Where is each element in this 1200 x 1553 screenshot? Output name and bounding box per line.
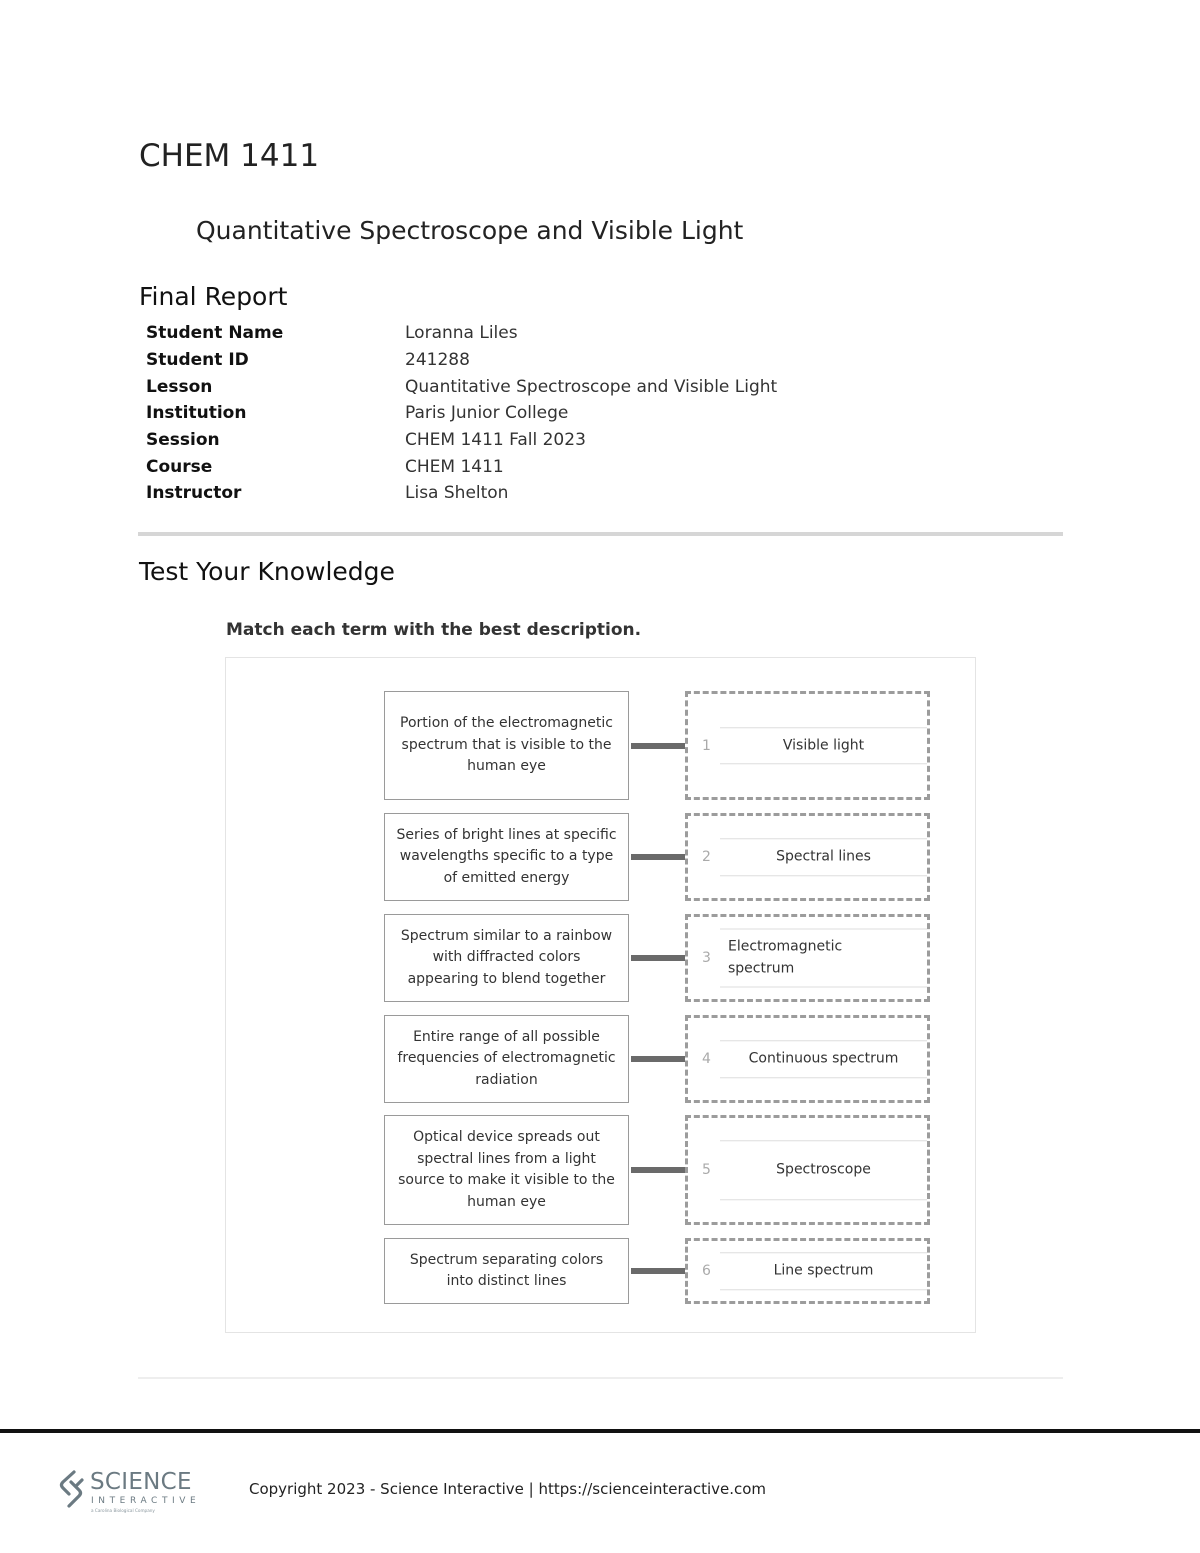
test-knowledge-heading: Test Your Knowledge — [139, 557, 395, 586]
info-value: Paris Junior College — [405, 403, 569, 424]
info-label: Institution — [146, 403, 247, 424]
slot-number: 4 — [702, 1051, 711, 1067]
connector-line — [631, 854, 685, 860]
info-value: Lisa Shelton — [405, 483, 509, 504]
answer-slot[interactable] — [685, 1115, 930, 1225]
logo-main-text: SCIENCE — [90, 1469, 192, 1495]
answer-slot[interactable] — [685, 1015, 930, 1103]
final-report-heading: Final Report — [139, 282, 288, 311]
term-card[interactable]: Continuous spectrum — [720, 1040, 927, 1078]
copyright-text: Copyright 2023 - Science Interactive | https://scienceinteractive.com — [249, 1480, 767, 1498]
info-label: Instructor — [146, 483, 242, 504]
slot-number: 5 — [702, 1162, 711, 1178]
slot-number: 3 — [702, 950, 711, 966]
info-label: Session — [146, 430, 220, 451]
info-row-institution — [146, 400, 777, 427]
section-divider — [138, 532, 1063, 536]
match-pair — [384, 1238, 930, 1304]
logo-tagline-text: a Carolina Biological Company — [91, 1508, 155, 1513]
footer-bar — [0, 1429, 1200, 1433]
slot-number: 1 — [702, 737, 711, 754]
description-card[interactable]: Portion of the electromagnetic spectrum that is visible to the human eye — [384, 691, 629, 800]
description-card[interactable]: Entire range of all possible frequencies of electromagnetic radiation — [384, 1015, 629, 1103]
answer-slot[interactable] — [685, 1238, 930, 1304]
connector-line — [631, 743, 685, 749]
match-instruction: Match each term with the best description. — [226, 620, 642, 640]
lesson-title: Quantitative Spectroscope and Visible Light — [196, 216, 744, 245]
match-pair — [384, 813, 930, 901]
match-pair — [384, 1015, 930, 1103]
term-card[interactable]: Spectral lines — [720, 838, 927, 876]
match-pair — [384, 691, 930, 800]
answer-slot[interactable] — [685, 813, 930, 901]
term-card[interactable]: Line spectrum — [720, 1252, 927, 1290]
info-label: Student ID — [146, 350, 249, 371]
info-row-course — [146, 453, 777, 480]
match-pair — [384, 1115, 930, 1225]
logo-sub-text: INTERACTIVE — [91, 1496, 201, 1506]
connector-line — [631, 1268, 685, 1274]
connector-line — [631, 955, 685, 961]
match-pair — [384, 914, 930, 1002]
connector-line — [631, 1167, 685, 1173]
info-value: CHEM 1411 — [405, 456, 504, 477]
info-row-student-id — [146, 347, 777, 374]
term-card[interactable]: Spectroscope — [720, 1140, 927, 1200]
info-value: Quantitative Spectroscope and Visible Light — [405, 376, 778, 397]
description-card[interactable]: Optical device spreads out spectral lines from a light source to make it visible to the human eye — [384, 1115, 629, 1225]
course-code: CHEM 1411 — [139, 138, 320, 174]
info-value: CHEM 1411 Fall 2023 — [405, 430, 586, 451]
logo-mark-icon — [62, 1472, 83, 1506]
term-card[interactable]: Electromagnetic spectrum — [720, 929, 927, 988]
description-card[interactable]: Spectrum similar to a rainbow with diffracted colors appearing to blend together — [384, 914, 629, 1002]
info-row-instructor — [146, 480, 777, 507]
term-card[interactable]: Visible light — [720, 727, 927, 765]
info-row-session — [146, 427, 777, 454]
content-end-divider — [138, 1377, 1063, 1379]
answer-slot[interactable] — [685, 914, 930, 1002]
info-label: Course — [146, 456, 213, 477]
info-row-student-name — [146, 320, 777, 347]
connector-line — [631, 1056, 685, 1062]
answer-slot[interactable] — [685, 691, 930, 800]
science-interactive-logo — [58, 1468, 218, 1516]
info-value: 241288 — [405, 350, 470, 371]
description-card[interactable]: Series of bright lines at specific wavelengths specific to a type of emitted energy — [384, 813, 629, 901]
slot-number: 6 — [702, 1263, 711, 1279]
info-value: Loranna Liles — [405, 323, 518, 344]
report-info-table — [146, 320, 777, 507]
slot-number: 2 — [702, 849, 711, 865]
description-card[interactable]: Spectrum separating colors into distinct lines — [384, 1238, 629, 1304]
info-label: Student Name — [146, 323, 284, 344]
info-row-lesson — [146, 373, 777, 400]
info-label: Lesson — [146, 376, 213, 397]
